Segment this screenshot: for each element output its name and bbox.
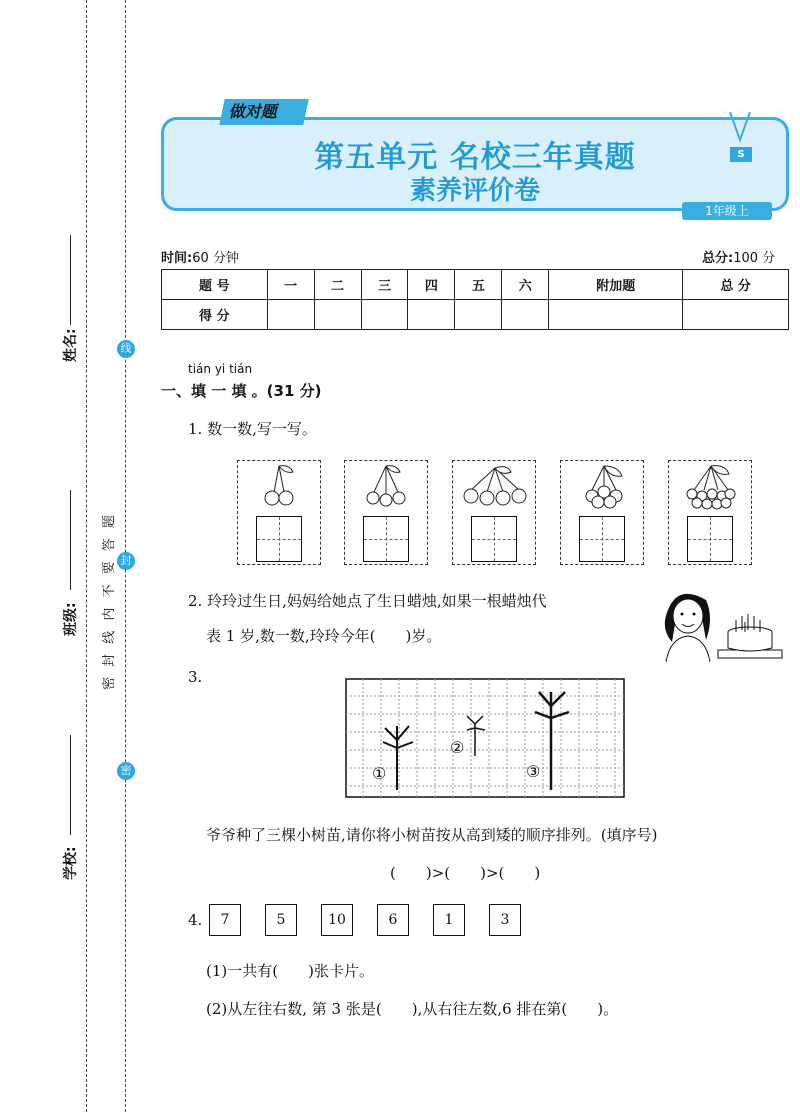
score-header-cell: 题 号 <box>162 270 268 300</box>
score-table-score-row <box>162 300 789 330</box>
answer-grid-4[interactable] <box>579 516 625 562</box>
score-header-cell: 二 <box>314 270 361 300</box>
number-card: 10 <box>321 904 353 936</box>
score-header-cell: 附加题 <box>549 270 683 300</box>
school-field[interactable] <box>70 735 71 835</box>
page-subtitle: 素养评价卷 <box>409 176 540 206</box>
score-header-cell: 总 分 <box>683 270 789 300</box>
q4-sub2: (2)从左往右数, 第 3 张是( ),从右往左数,6 排在第( )。 <box>206 1000 619 1018</box>
score-table-header-row <box>162 270 789 300</box>
q3-number: 3. <box>188 668 203 686</box>
total-info <box>702 247 775 266</box>
badge-zuoduiti: 做对题 <box>219 99 309 125</box>
score-cell[interactable] <box>502 300 549 330</box>
score-cell[interactable] <box>683 300 789 330</box>
score-cell[interactable] <box>549 300 683 330</box>
cherry-icon <box>459 462 531 512</box>
page-title: 第五单元 名校三年真题 <box>314 140 636 175</box>
time-label: 时间: <box>161 251 193 266</box>
score-cell[interactable] <box>267 300 314 330</box>
number-card: 3 <box>489 904 521 936</box>
answer-grid-2[interactable] <box>363 516 409 562</box>
series-flag: S <box>730 147 752 162</box>
number-card: 5 <box>265 904 297 936</box>
tree-label-3: ③ <box>526 762 541 781</box>
score-cell[interactable] <box>408 300 455 330</box>
cherry-icon <box>574 462 634 512</box>
total-label: 总分: <box>702 251 734 266</box>
answer-grid-3[interactable] <box>471 516 517 562</box>
margin-dash-line-outer <box>86 0 87 1112</box>
score-cell[interactable] <box>361 300 408 330</box>
class-label: 班级: <box>63 602 79 636</box>
score-cell[interactable] <box>455 300 502 330</box>
name-field[interactable] <box>70 235 71 325</box>
school-label: 学校: <box>63 846 79 880</box>
total-value: 100 分 <box>733 251 776 266</box>
answer-grid-5[interactable] <box>687 516 733 562</box>
score-cell[interactable] <box>314 300 361 330</box>
score-header-cell: 四 <box>408 270 455 300</box>
tree-grid-figure <box>345 678 625 798</box>
score-header-cell: 一 <box>267 270 314 300</box>
seal-mi: 密 <box>117 762 135 780</box>
cherry-icon <box>358 462 414 512</box>
cherry-icon <box>252 462 306 512</box>
time-value: 60 分钟 <box>192 251 239 266</box>
class-field[interactable] <box>70 490 71 590</box>
q4-number: 4. <box>188 911 203 929</box>
time-info <box>161 247 239 266</box>
grade-tag: 1年级上 <box>682 202 772 220</box>
q2-text-line2: 表 1 岁,数一数,玲玲今年( )岁。 <box>206 627 442 645</box>
name-label: 姓名: <box>63 328 79 362</box>
number-card: 6 <box>377 904 409 936</box>
number-card: 1 <box>433 904 465 936</box>
number-card: 7 <box>209 904 241 936</box>
q3-answer-blanks[interactable]: ( )>( )>( ) <box>390 864 541 882</box>
seal-xian: 线 <box>117 340 135 358</box>
score-header-cell: 六 <box>502 270 549 300</box>
score-row-label: 得 分 <box>162 300 268 330</box>
margin-warning: 密 封 线 内 不 要 答 题 <box>102 512 117 690</box>
tree-label-1: ① <box>372 764 387 783</box>
q4-sub1: (1)一共有( )张卡片。 <box>206 962 374 980</box>
seal-feng: 封 <box>117 552 135 570</box>
answer-grid-1[interactable] <box>256 516 302 562</box>
section1-heading: 一、填 一 填 。(31 分) <box>161 382 322 400</box>
section1-pinyin: tián yi tián <box>188 362 253 376</box>
girl-with-cake-illustration <box>648 582 788 662</box>
tree-label-2: ② <box>450 738 465 757</box>
score-table <box>161 269 789 330</box>
cherry-icon <box>680 462 742 512</box>
q2-text-line1: 2. 玲玲过生日,妈妈给她点了生日蜡烛,如果一根蜡烛代 <box>188 592 547 610</box>
score-header-cell: 五 <box>455 270 502 300</box>
score-header-cell: 三 <box>361 270 408 300</box>
q1-text: 1. 数一数,写一写。 <box>188 420 317 438</box>
q3-text: 爷爷种了三棵小树苗,请你将小树苗按从高到矮的顺序排列。(填序号) <box>206 826 658 844</box>
